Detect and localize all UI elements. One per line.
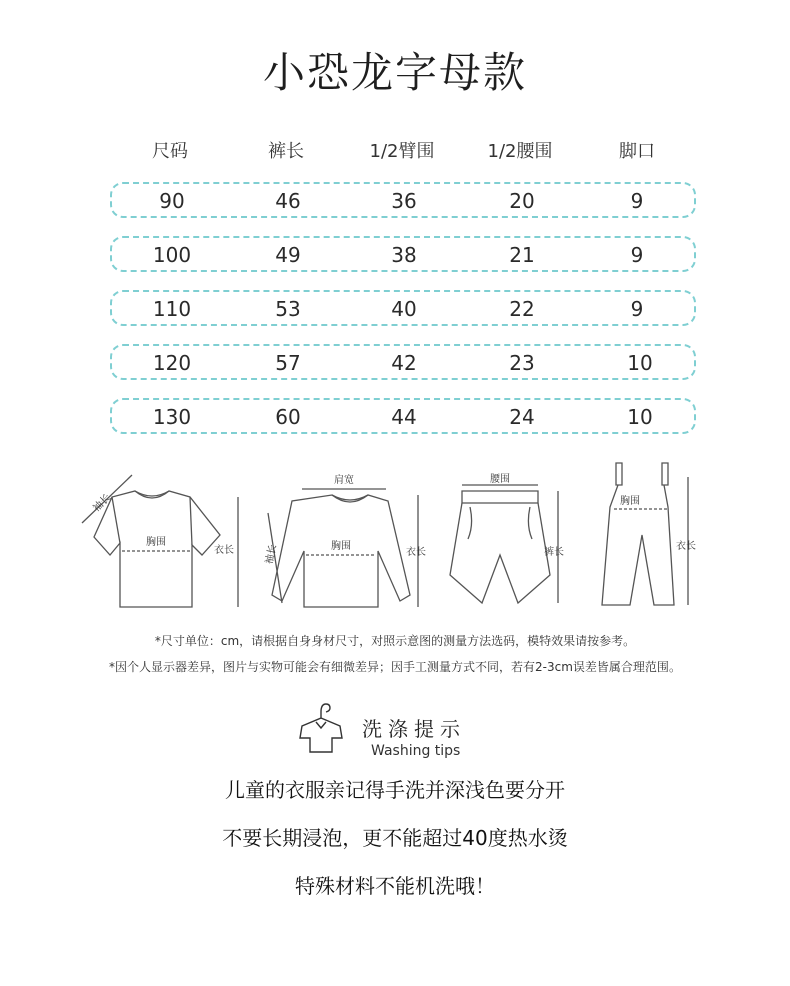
table-row [110, 290, 696, 326]
overalls-chest-label: 胸围 [620, 496, 640, 507]
tshirt-sleeve-label: 袖长 [91, 492, 114, 515]
cell-size: 90 [159, 189, 185, 213]
header-hem: 脚口 [619, 141, 655, 162]
page-title: 小恐龙字母款 [262, 48, 527, 97]
variance-note: *因个人显示器差异，图片与实物可能会有细微差异；因手工测量方式不同，若有2-3cm误差皆属合理范围。 [109, 660, 681, 674]
cell-half-arm: 40 [391, 297, 417, 321]
cell-half-waist: 23 [509, 351, 535, 375]
overalls-length-label: 衣长 [676, 541, 696, 552]
cell-hem: 9 [630, 243, 644, 267]
header-half-arm: 1/2臂围 [369, 141, 435, 162]
cell-pants-length: 46 [275, 189, 301, 213]
washing-tip: 特殊材料不能机洗哦！ [295, 874, 495, 898]
tshirt-length-label: 衣长 [214, 545, 234, 556]
sweater-chest-label: 胸围 [331, 541, 351, 552]
cell-pants-length: 57 [275, 351, 301, 375]
cell-pants-length: 53 [275, 297, 301, 321]
table-row [110, 236, 696, 272]
cell-half-waist: 24 [509, 405, 535, 429]
cell-half-waist: 20 [509, 189, 535, 213]
shorts-waist-label: 腰围 [490, 474, 510, 485]
cell-pants-length: 60 [275, 405, 301, 429]
cell-half-arm: 38 [391, 243, 417, 267]
shorts-length-label: 裤长 [544, 547, 564, 558]
size-unit-note: *尺寸单位：cm，请根据自身身材尺寸，对照示意图的测量方法选码，模特效果请按参考。 [154, 634, 636, 648]
hanger-shirt-icon [290, 700, 352, 758]
sweater-sleeve-label: 袖长 [264, 543, 280, 566]
table-row [110, 398, 696, 434]
cell-half-arm: 44 [391, 405, 417, 429]
cell-size: 130 [152, 405, 192, 429]
table-row [110, 182, 696, 218]
measurement-diagrams [70, 455, 730, 625]
cell-pants-length: 49 [275, 243, 301, 267]
washing-title: 洗涤提示 [362, 717, 466, 741]
cell-half-arm: 42 [391, 351, 417, 375]
cell-half-waist: 22 [509, 297, 535, 321]
cell-hem: 9 [630, 189, 644, 213]
header-pants-length: 裤长 [268, 141, 304, 162]
cell-half-arm: 36 [391, 189, 417, 213]
header-size: 尺码 [152, 141, 188, 162]
size-table-header [110, 137, 700, 163]
cell-half-waist: 21 [509, 243, 535, 267]
cell-hem: 10 [627, 351, 653, 375]
header-half-waist: 1/2腰围 [487, 141, 553, 162]
sweater-length-label: 衣长 [406, 547, 426, 558]
tshirt-chest-label: 胸围 [146, 537, 166, 548]
cell-size: 120 [152, 351, 192, 375]
overalls-diagram-icon [602, 463, 688, 605]
table-row [110, 344, 696, 380]
cell-size: 110 [152, 297, 192, 321]
cell-hem: 10 [627, 405, 653, 429]
washing-tip: 不要长期浸泡，更不能超过40度热水烫 [222, 826, 568, 850]
cell-size: 100 [152, 243, 192, 267]
shorts-diagram-icon [450, 485, 558, 603]
sweater-shoulder-label: 肩宽 [334, 475, 354, 486]
washing-subtitle: Washing tips [371, 743, 461, 759]
washing-tip: 儿童的衣服亲记得手洗并深浅色要分开 [225, 778, 565, 802]
cell-hem: 9 [630, 297, 644, 321]
